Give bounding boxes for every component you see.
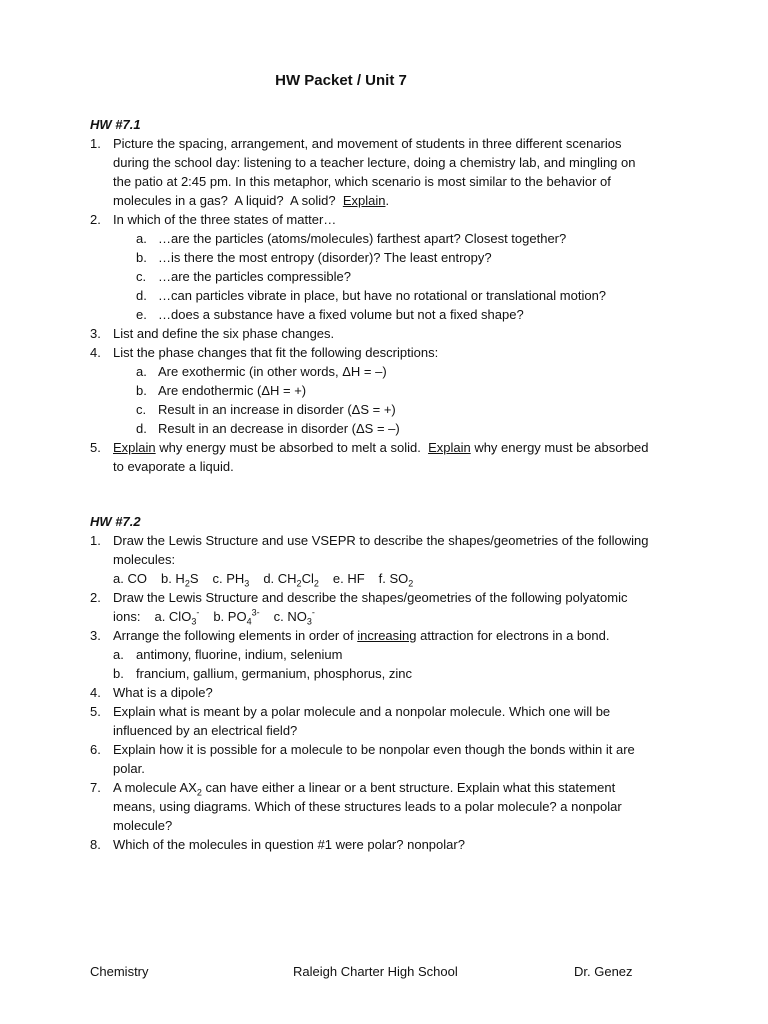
sub-item — [90, 664, 690, 683]
sub-item-letter: d. — [136, 421, 147, 436]
sub-item — [90, 248, 690, 267]
molecule-so2 — [378, 571, 414, 589]
ion-list — [113, 607, 690, 626]
sub-item — [90, 267, 690, 286]
sub-item-letter: e. — [136, 307, 147, 322]
sub-item-text: Result in an increase in disorder (ΔS = +) — [158, 402, 396, 417]
ion-clo3 — [154, 607, 200, 627]
text-run: a. ClO — [154, 609, 192, 624]
text-run: d. CH — [263, 571, 297, 586]
sub-item — [90, 229, 690, 248]
sub-item-text: …can particles vibrate in place, but have no rotational or translational motion? — [158, 288, 607, 303]
footer-subject: Chemistry — [90, 964, 149, 979]
question-number: 2. — [90, 212, 101, 227]
subscript: 2 — [313, 578, 319, 589]
sub-item-letter: a. — [113, 647, 124, 662]
subscript: 3 — [306, 616, 312, 627]
question-number: 7. — [90, 780, 101, 795]
subscript: 2 — [196, 787, 202, 798]
question-text-line: means, using diagrams. Which of these structures leads to a polar molecule? a nonpolar — [113, 799, 622, 814]
question-4 — [90, 683, 690, 702]
sub-item-text: …does a substance have a fixed volume but not a fixed shape? — [158, 307, 524, 322]
ion-no3 — [273, 607, 315, 627]
sub-item-letter: b. — [136, 250, 147, 265]
question-text-line: polar. — [113, 761, 145, 776]
question-number: 5. — [90, 440, 101, 455]
question-7 — [90, 778, 690, 835]
text-run: b. PO — [213, 609, 247, 624]
question-text-line: influenced by an electrical field? — [113, 723, 298, 738]
question-3 — [90, 626, 690, 645]
subscript: 4 — [246, 616, 252, 627]
molecule-h2s — [160, 571, 199, 589]
molecule-co: a. CO — [113, 571, 147, 586]
footer-school: Raleigh Charter High School — [293, 964, 458, 979]
question-6 — [90, 740, 690, 778]
text-run: Arrange the following elements in order of — [113, 628, 358, 643]
question-5 — [90, 702, 690, 740]
superscript: - — [196, 607, 200, 618]
question-text-line — [113, 191, 690, 210]
text-run: why energy must be absorbed — [470, 440, 649, 455]
molecule-ch2cl2 — [263, 571, 319, 589]
superscript: 3- — [251, 607, 260, 618]
text-run: can have either a linear or a bent structure. Explain what this statement — [201, 780, 616, 795]
question-text-line: to evaporate a liquid. — [113, 459, 234, 474]
text-run: f. SO — [378, 571, 409, 586]
question-number: 2. — [90, 590, 101, 605]
text-run: c. NO — [273, 609, 307, 624]
hw-7-1-heading: HW #7.1 — [90, 117, 141, 132]
question-number: 4. — [90, 685, 101, 700]
sub-item-text: …is there the most entropy (disorder)? The least entropy? — [158, 250, 492, 265]
increasing-underlined: increasing — [357, 628, 417, 643]
question-number: 1. — [90, 533, 101, 548]
molecule-hf: e. HF — [332, 571, 365, 586]
hw-7-2-heading: HW #7.2 — [90, 514, 141, 529]
question-number: 1. — [90, 136, 101, 151]
question-number: 3. — [90, 628, 101, 643]
question-1 — [90, 134, 690, 210]
text-run: attraction for electrons in a bond. — [416, 628, 610, 643]
ions-label: ions: — [113, 609, 141, 624]
sub-item-text: Are exothermic (in other words, ΔH = –) — [158, 364, 387, 379]
footer-teacher: Dr. Genez — [574, 964, 633, 979]
subscript: 3 — [244, 578, 250, 589]
question-3 — [90, 324, 690, 343]
subscript: 2 — [296, 578, 302, 589]
sub-item-letter: d. — [136, 288, 147, 303]
question-text: What is a dipole? — [113, 685, 213, 700]
question-text-line: the patio at 2:45 pm. In this metaphor, which scenario is most similar to the behavior of — [113, 174, 611, 189]
sub-item-letter: b. — [136, 383, 147, 398]
question-4 — [90, 343, 690, 362]
sub-item — [90, 305, 690, 324]
question-1 — [90, 531, 690, 588]
explain-underlined: Explain — [428, 440, 471, 455]
sub-item-letter: c. — [136, 269, 147, 284]
question-text-line: Picture the spacing, arrangement, and movement of students in three different scenarios — [113, 136, 622, 151]
question-text-line — [113, 778, 690, 797]
sub-item-letter: a. — [136, 364, 147, 379]
sub-item-letter: b. — [113, 666, 124, 681]
sub-item-letter: a. — [136, 231, 147, 246]
sub-item — [90, 419, 690, 438]
sub-item-text: …are the particles (atoms/molecules) farthest apart? Closest together? — [158, 231, 567, 246]
sub-item — [90, 400, 690, 419]
question-number: 3. — [90, 326, 101, 341]
ion-po4 — [213, 607, 260, 627]
hw-7-1-section — [90, 115, 690, 476]
text-run: Cl — [301, 571, 314, 586]
text-run: why energy must be absorbed to melt a solid. — [155, 440, 429, 455]
text-run: molecules in a gas? A liquid? A solid? — [113, 193, 343, 208]
question-text-line: Draw the Lewis Structure and use VSEPR to describe the shapes/geometries of the following — [113, 533, 649, 548]
question-text: In which of the three states of matter… — [113, 212, 337, 227]
question-number: 8. — [90, 837, 101, 852]
question-number: 4. — [90, 345, 101, 360]
question-text-line: Explain how it is possible for a molecule to be nonpolar even though the bonds within it are — [113, 742, 635, 757]
question-text: Which of the molecules in question #1 were polar? nonpolar? — [113, 837, 465, 852]
molecule-ph3 — [212, 571, 250, 589]
question-number: 5. — [90, 704, 101, 719]
question-5 — [90, 438, 690, 476]
question-text-line: Draw the Lewis Structure and describe the shapes/geometries of the following polyatomic — [113, 590, 628, 605]
text-run: . — [385, 193, 390, 208]
sub-item — [90, 362, 690, 381]
page-title: HW Packet / Unit 7 — [275, 72, 407, 89]
question-8 — [90, 835, 690, 854]
subscript: 2 — [408, 578, 414, 589]
question-text-line: during the school day: listening to a teacher lecture, doing a chemistry lab, and mingling on — [113, 155, 636, 170]
sub-item-text: …are the particles compressible? — [158, 269, 351, 284]
explain-underlined: Explain — [342, 193, 386, 208]
text-run: c. PH — [212, 571, 245, 586]
sub-item-letter: c. — [136, 402, 147, 417]
sub-item — [90, 286, 690, 305]
question-text: List the phase changes that fit the following descriptions: — [113, 345, 439, 360]
sub-item-text: Are endothermic (ΔH = +) — [158, 383, 307, 398]
text-run: b. H — [160, 571, 185, 586]
sub-item — [90, 381, 690, 400]
text-run: A molecule AX — [113, 780, 197, 795]
subscript: 3 — [191, 616, 197, 627]
explain-underlined: Explain — [113, 440, 156, 455]
question-number: 6. — [90, 742, 101, 757]
question-text-line — [113, 438, 690, 457]
sub-item — [90, 645, 690, 664]
text-run: S — [189, 571, 199, 586]
molecule-list — [113, 569, 690, 588]
question-text-line: molecules: — [113, 552, 176, 567]
sub-item-text: antimony, fluorine, indium, selenium — [136, 647, 343, 662]
sub-item-text: francium, gallium, germanium, phosphorus, zinc — [136, 666, 413, 681]
page-footer — [0, 962, 768, 981]
question-2 — [90, 588, 690, 626]
question-2 — [90, 210, 690, 229]
hw-7-2-section — [90, 512, 690, 854]
question-text-line: molecule? — [113, 818, 173, 833]
subscript: 2 — [184, 578, 190, 589]
question-text-line: Explain what is meant by a polar molecule and a nonpolar molecule. Which one will be — [113, 704, 611, 719]
question-text: List and define the six phase changes. — [113, 326, 335, 341]
sub-item-text: Result in an decrease in disorder (ΔS = –) — [158, 421, 400, 436]
superscript: - — [311, 607, 315, 618]
